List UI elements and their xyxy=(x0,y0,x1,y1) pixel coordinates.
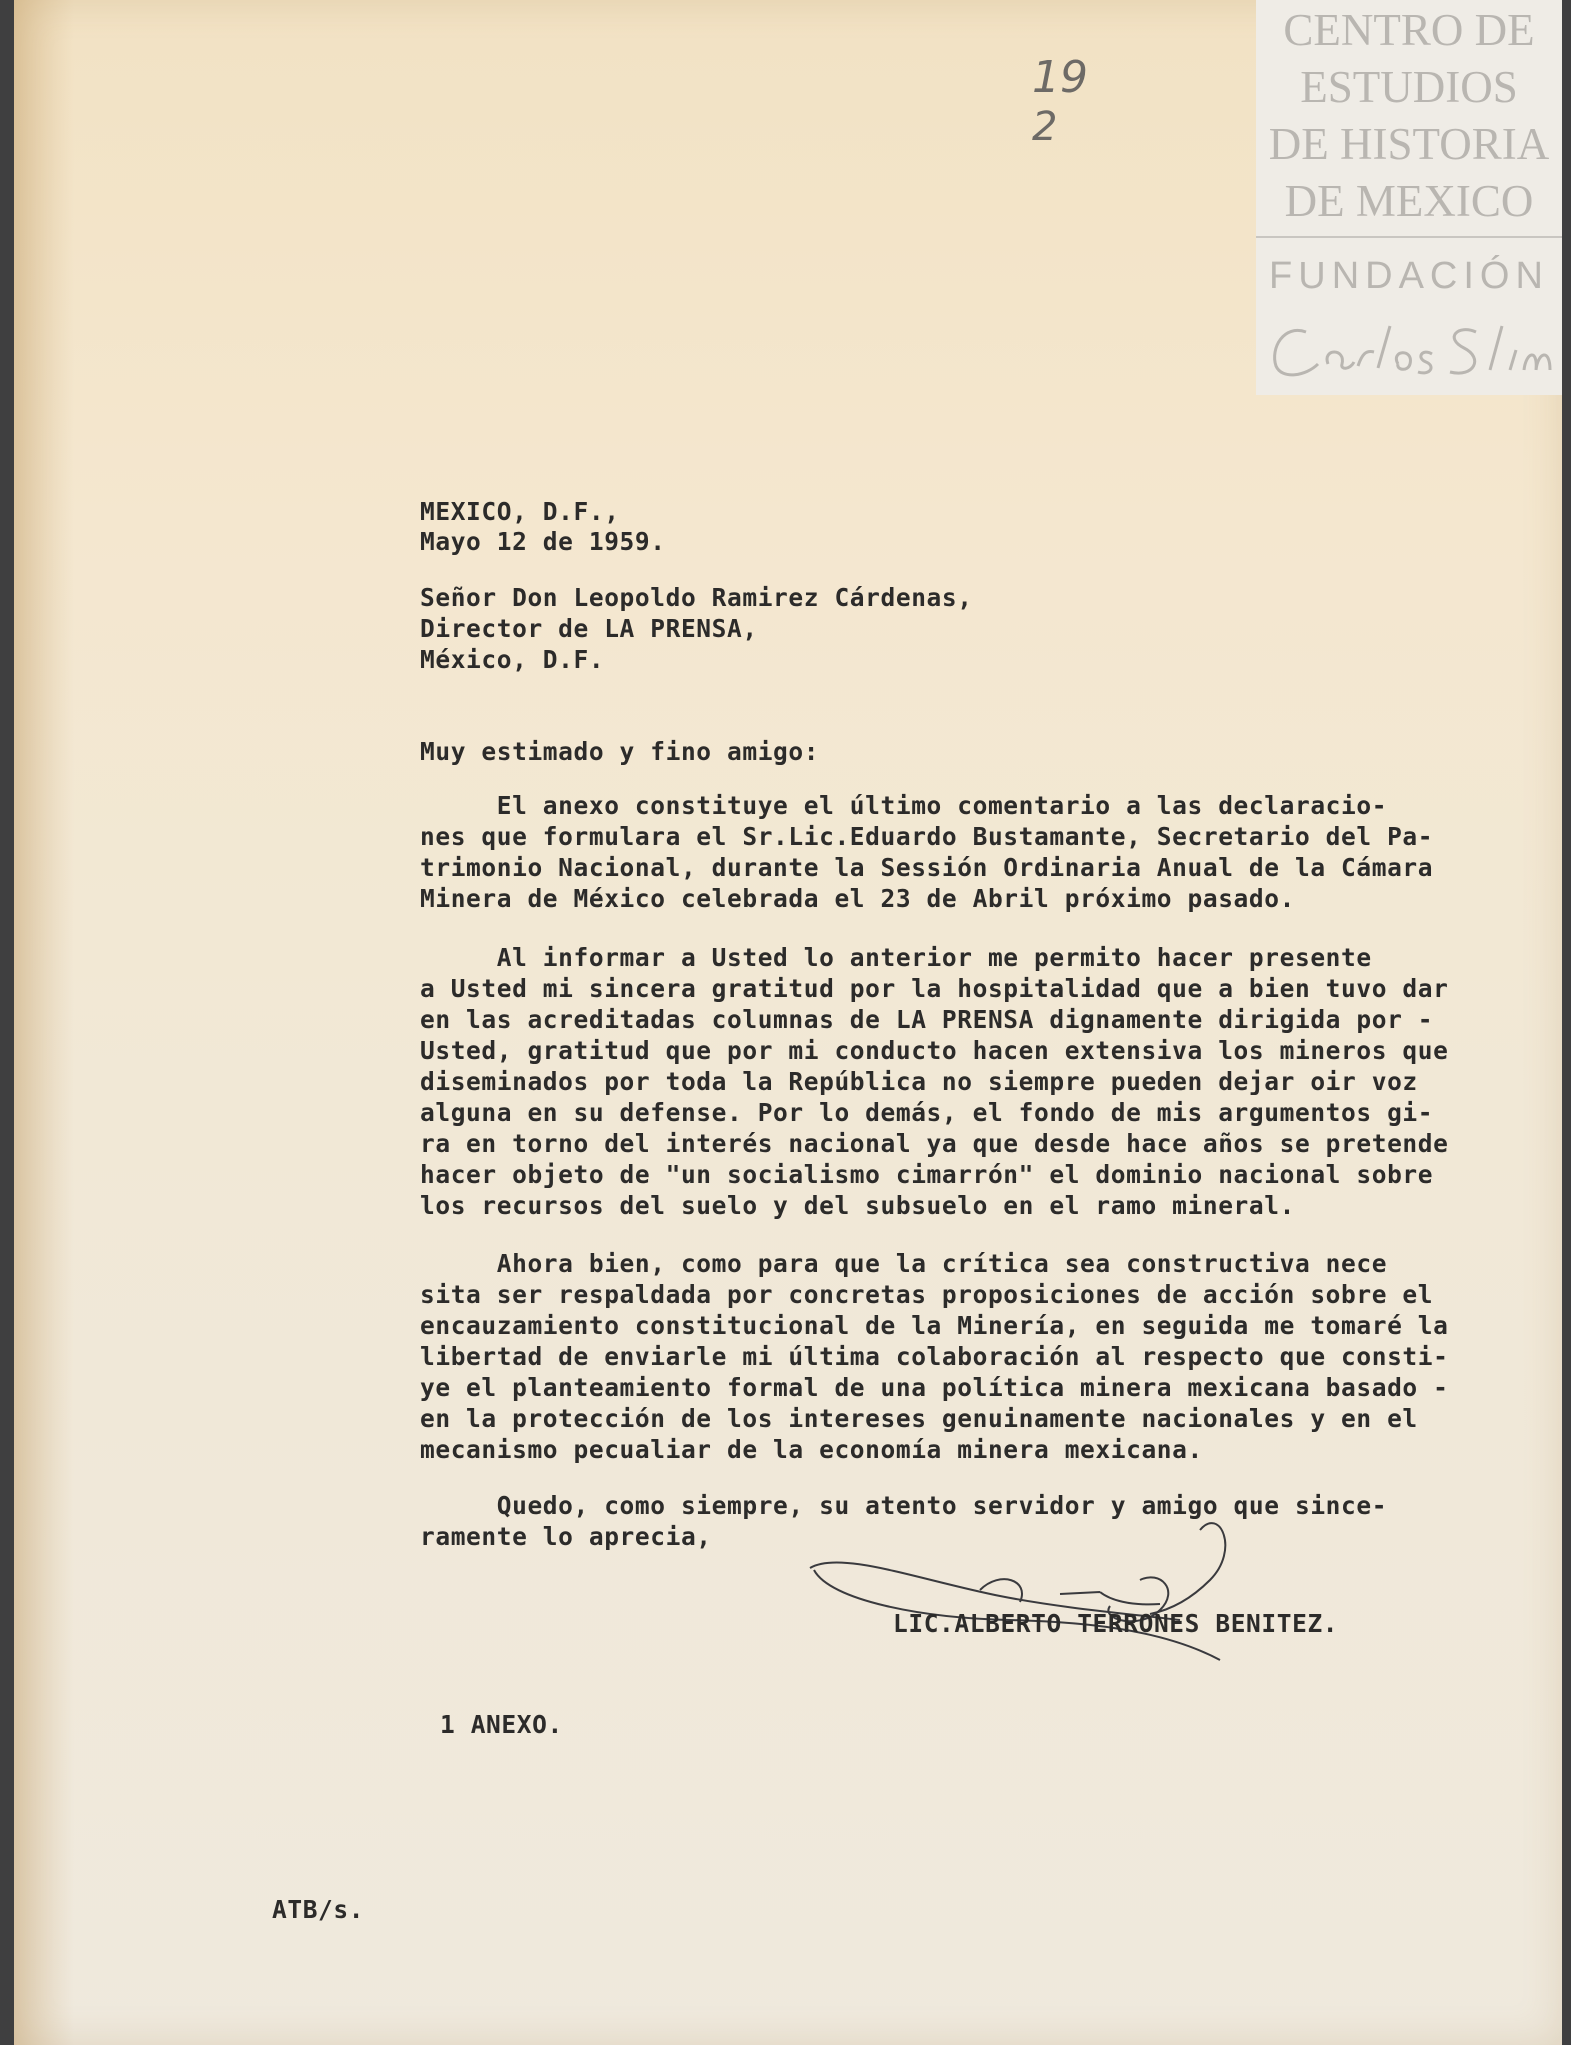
paragraph-line: en las acreditadas columnas de LA PRENSA dignamente dirigida por - xyxy=(420,1005,1434,1034)
paragraph-line: a Usted mi sincera gratitud por la hospitalidad que a bien tuvo dar xyxy=(420,974,1449,1003)
paragraph-line: libertad de enviarle mi última colaboración al respecto que consti- xyxy=(420,1342,1449,1371)
closing-line: Quedo, como siempre, su atento servidor y amigo que since- xyxy=(420,1491,1388,1520)
closing-line: ramente lo aprecia, xyxy=(420,1522,712,1551)
paragraph-1 xyxy=(420,790,1433,914)
paragraph-line: Al informar a Usted lo anterior me permito hacer presente xyxy=(420,943,1372,972)
letter-place: MEXICO, D.F., xyxy=(420,497,620,526)
paragraph-line: en la protección de los intereses genuinamente nacionales y en el xyxy=(420,1404,1418,1433)
recipient-line: Director de LA PRENSA, xyxy=(420,614,758,643)
paragraph-line: El anexo constituye el último comentario a las declaracio- xyxy=(420,791,1388,820)
stamp-line-2: ESTUDIOS xyxy=(1300,62,1518,112)
paragraph-2 xyxy=(420,942,1448,1221)
paragraph-line: diseminados por toda la República no siempre pueden dejar oir voz xyxy=(420,1067,1418,1096)
salutation: Muy estimado y fino amigo: xyxy=(420,737,820,766)
stamp-line-3: DE HISTORIA xyxy=(1268,119,1550,169)
pencil-page-number: 19 xyxy=(1032,52,1088,103)
paragraph-line: mecanismo pecualiar de la economía minera mexicana. xyxy=(420,1435,1203,1464)
paragraph-line: ye el planteamiento formal de una política minera mexicana basado - xyxy=(420,1373,1449,1402)
recipient-line: Señor Don Leopoldo Ramirez Cárdenas, xyxy=(420,583,973,612)
stamp-divider xyxy=(1256,236,1562,238)
stamp-line-1: CENTRO DE xyxy=(1283,5,1535,55)
recipient-block xyxy=(420,582,973,675)
paragraph-line: trimonio Nacional, durante la Sessión Ordinaria Anual de la Cámara xyxy=(420,853,1434,882)
carlos-slim-logo xyxy=(1266,318,1556,388)
paragraph-line: sita ser respaldada por concretas proposiciones de acción sobre el xyxy=(420,1280,1434,1309)
paragraph-line: Ahora bien, como para que la crítica sea constructiva nece xyxy=(420,1249,1388,1278)
paragraph-line: encauzamiento constitucional de la Minería, en seguida me tomaré la xyxy=(420,1311,1449,1340)
stamp-foundation: FUNDACIÓN xyxy=(1269,255,1549,297)
paragraph-line: nes que formulara el Sr.Lic.Eduardo Bustamante, Secretario del Pa- xyxy=(420,822,1434,851)
paragraph-line: hacer objeto de "un socialismo cimarrón" el dominio nacional sobre xyxy=(420,1160,1434,1189)
recipient-line: México, D.F. xyxy=(420,645,605,674)
pencil-sub-number: 2 xyxy=(1032,104,1058,150)
paragraph-line: los recursos del suelo y del subsuelo en el ramo mineral. xyxy=(420,1191,1295,1220)
enclosure-note: 1 ANEXO. xyxy=(440,1710,563,1739)
paragraph-line: alguna en su defense. Por lo demás, el fondo de mis argumentos gi- xyxy=(420,1098,1434,1127)
letter-date: Mayo 12 de 1959. xyxy=(420,527,666,556)
paragraph-line: ra en torno del interés nacional ya que desde hace años se pretende xyxy=(420,1129,1449,1158)
archive-stamp xyxy=(1256,0,1562,395)
handwritten-signature xyxy=(800,1510,1320,1680)
stamp-line-4: DE MEXICO xyxy=(1284,176,1534,226)
signer-name: LIC.ALBERTO TERRONES BENITEZ. xyxy=(893,1609,1339,1638)
paragraph-line: Minera de México celebrada el 23 de Abril próximo pasado. xyxy=(420,884,1295,913)
typist-initials: ATB/s. xyxy=(272,1895,365,1924)
paragraph-3 xyxy=(420,1248,1448,1465)
paragraph-line: Usted, gratitud que por mi conducto hacen extensiva los mineros que xyxy=(420,1036,1449,1065)
